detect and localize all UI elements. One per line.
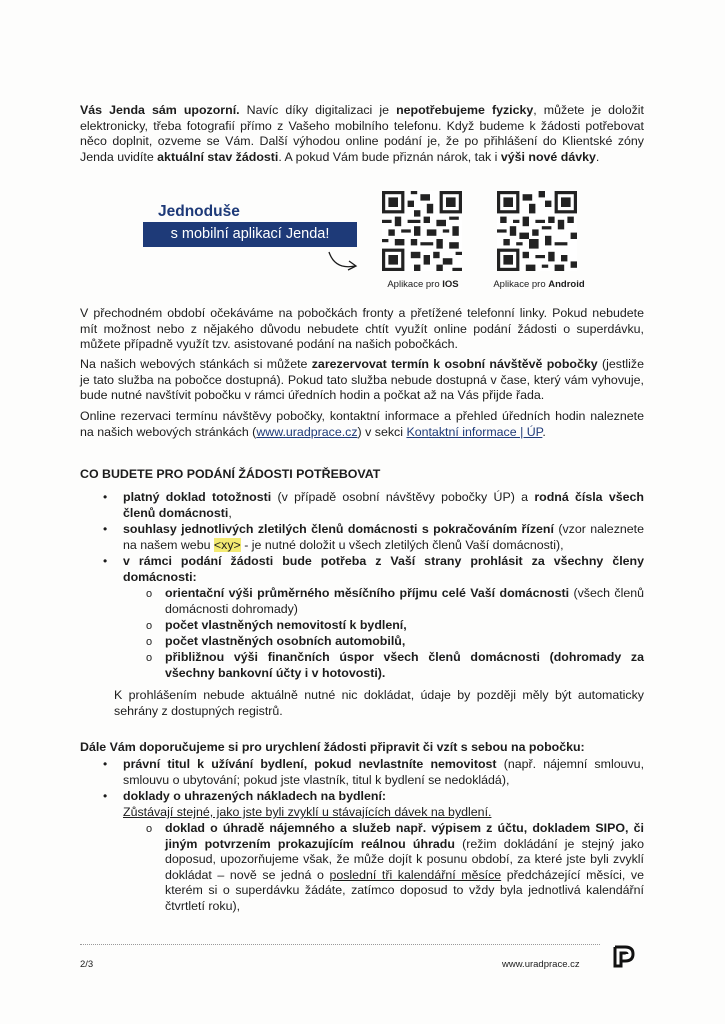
item1-bold-2: rodná čísla všech členů domácnosti [123,490,644,520]
list-item-declaration [123,554,644,585]
ios-caption-prefix: Aplikace pro [387,279,443,290]
sublist-item-properties [165,618,644,634]
android-caption-prefix: Aplikace pro [493,279,549,290]
online-paragraph [80,409,644,440]
bullet-circle-5: o [146,823,153,835]
item1-text: (v případě osobní návštěvy pobočky ÚP) a [271,490,535,504]
item1-end: , [228,505,232,520]
list-item-consents [123,522,644,553]
recommend-heading: Dále Vám doporučujeme si pro urychlení žádosti připravit či vzít s sebou na pobočku: [80,740,585,754]
sub3-bold: počet vlastněných osobních automobilů, [165,634,406,648]
web-bold-b: zarezervovat termín k osobní návštěvě pobočky [311,357,598,371]
sub1-bold: orientační výši průměrného měsíčního příjmu celé Vaší domácnosti [165,586,570,600]
ios-caption-label: IOS [442,279,459,290]
bullet-dot-4: • [103,757,108,771]
rec1-text: (např. nájemní smlouvu, smlouvu o ubytování; pokud jste vlastník, titul k bydlení se nedokládá), [123,757,645,787]
intro-bold-1: Vás Jenda sám upozorní. [80,103,240,117]
bullet-dot-1: • [103,490,108,504]
sublist-item-rent-proof [165,821,644,915]
bullet-circle-4: o [146,652,153,664]
bullet-dot-3: • [103,554,108,568]
bullet-circle-3: o [146,636,153,648]
web-text-a: Na našich webových stánkách si můžete [80,357,312,371]
intro-bold-3: nepotřebujeme fyzicky [396,103,534,117]
intro-bold-7: výši nové dávky [500,149,596,164]
promo-banner: s mobilní aplikací Jenda! [143,222,357,247]
contact-info-link[interactable]: Kontaktní informace | ÚP [406,424,543,439]
list-item-housing-title [123,757,644,788]
online-text-a: Online rezervaci termínu návštěvy pobočky, kontaktní informace a přehled úředních hodin naleznete na našich webových stránkách ( [80,409,644,439]
item2-end: - je nutné doložit u všech zletilých členů Vaší domácnosti), [240,537,564,552]
online-text-b: ) v sekci [357,424,407,439]
page-number: 2/3 [80,959,94,970]
transition-paragraph: V přechodném období očekáváme na pobočkách fronty a přetížené telefonní linky. Pokud nebudete mít možnost nebo z nějakého důvodu nebudete chtít využít online podání žádosti o superdávku, můžete případně využít tzv. asistované podání na našich pobočkách. [80,306,644,352]
sub4-bold: přibližnou výši finančních úspor všech členů domácnosti (dohromady za všechny bankovní účty i v hotovosti). [165,650,644,680]
item2-highlight: <xy> [213,537,241,552]
rec2a-end: předcházející měsíci, ve kterém si o superdávku žádáte, zatímco doposud to vždy byla jednotlivá kalendářní čtvrtletí roku), [165,867,644,913]
android-caption-label: Android [548,279,585,290]
arrow-icon [325,246,365,274]
item3-bold: v rámci podání žádosti bude potřeba z Vaší strany prohlásit za všechny členy domácnosti: [123,554,644,584]
item2-bold: souhlasy jednotlivých zletilých členů domácnosti s pokračováním řízení [123,522,554,536]
uradprace-logo-icon [611,943,637,969]
rec2a-bold: doklad o úhradě nájemného a služeb např. výpisem z účtu, dokladem SIPO, či jiným potvrzením prokazujícím reálnou úhradu [165,821,644,851]
rec2-bold: doklady o uhrazených nákladech na bydlení: [123,789,387,803]
section-heading: CO BUDETE PRO PODÁNÍ ŽÁDOSTI POTŘEBOVAT [80,467,381,481]
intro-text-8: . [595,149,600,164]
bullet-circle-2: o [146,620,153,632]
rec2a-text: (režim dokládání je stejný jako doposud, upozorňujeme však, že může dojít k posunu období, za které jste byli zvyklí dokládat – nově se jedná o [165,836,644,882]
declaration-note: K prohlášením nebude aktuálně nutné nic dokládat, údaje by později měly být automaticky sehrány z dostupných registrů. [114,688,644,718]
qr-code-android-icon[interactable] [497,191,577,271]
uradprace-link[interactable]: www.uradprace.cz [256,424,358,439]
list-item-housing-costs [123,789,644,805]
bullet-dot-2: • [103,522,108,536]
sublist-item-cars [165,634,644,650]
housing-costs-note: Zůstávají stejné, jako jste byli zvyklí u stávajících dávek na bydlení. [123,805,492,819]
footer-divider [80,944,600,945]
intro-text-2: Navíc díky digitalizaci je [239,103,397,117]
footer-url: www.uradprace.cz [502,959,580,970]
rec1-bold: právní titul k užívání bydlení, pokud nevlastníte nemovitost [123,757,497,771]
intro-text-4: , můžete je doložit elektronicky, třeba fotografií přímo z Vašeho mobilního telefonu. Když budeme k žádosti potřebovat něco doplnit, ozveme se Vám. Další výhodou online podání je, že po přihlášení do Klientské zóny Jenda uvidíte [80,103,644,164]
ios-caption [380,277,466,293]
item1-bold: platný doklad totožnosti [123,490,272,504]
intro-bold-5: aktuální stav žádosti [157,149,279,164]
bullet-circle-1: o [146,588,153,600]
sub1-text: (všech členů domácnosti dohromady) [165,586,644,616]
online-text-c: . [542,424,546,439]
last-three-months-link: poslední tři kalendářní měsíce [329,867,502,882]
bullet-dot-5: • [103,789,108,803]
qr-code-ios-icon[interactable] [382,191,462,271]
sublist-item-income [165,586,644,617]
intro-paragraph [80,103,644,165]
item2-text: (vzor naleznete na našem webu [123,522,645,552]
list-item-id-document [123,490,644,521]
web-paragraph [80,357,644,404]
intro-text-6: . A pokud Vám bude přiznán nárok, tak i [278,149,501,164]
sublist-item-savings [165,650,644,681]
promo-headline: Jednoduše [158,203,240,220]
web-text-c: (jestliže je tato služba na pobočce dostupná). Pokud tato služba nebude dostupná v čase, který vám vyhovuje, bude nutné navštívit pobočku v rámci úředních hodin a počkat až na Vás přijde řada. [80,357,644,403]
android-caption [485,277,593,293]
sub2-bold: počet vlastněných nemovitostí k bydlení, [165,618,407,632]
